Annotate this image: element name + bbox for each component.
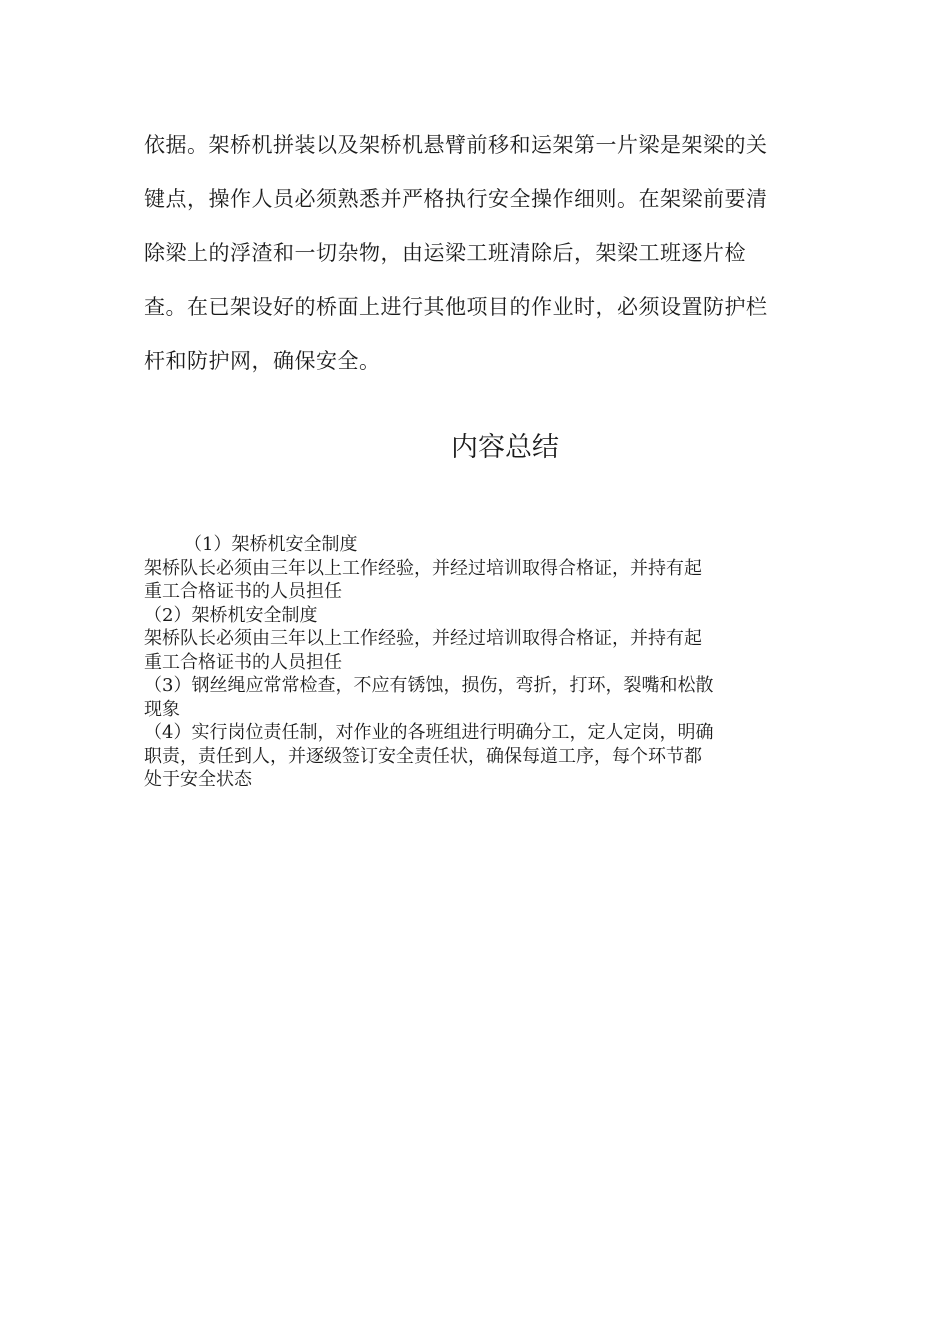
summary-list [144,533,814,792]
body-line: 键点，操作人员必须熟悉并严格执行安全操作细则。在架梁前要清 [144,187,768,211]
summary-line: 重工合格证书的人员担任 [144,581,342,602]
summary-line: 重工合格证书的人员担任 [144,651,342,673]
body-line: 依据。架桥机拼装以及架桥机悬臂前移和运架第一片梁是架梁的关 [144,133,768,157]
body-line: 除梁上的浮渣和一切杂物，由运梁工班清除后，架梁工班逐片检 [144,241,746,265]
summary-line: 架桥队长必须由三年以上工作经验，并经过培训取得合格证，并持有起 [144,628,702,649]
summary-title: 内容总结 [451,432,559,463]
body-paragraph [144,118,804,388]
summary-line: 现象 [144,698,180,720]
summary-item-heading: （4）实行岗位责任制，对作业的各班组进行明确分工，定人定岗，明确 [144,722,714,743]
summary-line: 职责，责任到人，并逐级签订安全责任状，确保每道工序，每个环节都 [144,745,702,767]
body-line: 杆和防护网，确保安全。 [144,349,381,373]
summary-line: 处于安全状态 [144,769,252,790]
summary-item-heading: （3）钢丝绳应常常检查，不应有锈蚀，损伤，弯折，打环，裂嘴和松散 [144,675,714,696]
summary-item-heading: （1）架桥机安全制度 [184,534,358,555]
body-line: 查。在已架设好的桥面上进行其他项目的作业时，必须设置防护栏 [144,295,768,319]
summary-line: 架桥队长必须由三年以上工作经验，并经过培训取得合格证，并持有起 [144,557,702,579]
summary-item-heading: （2）架桥机安全制度 [144,604,318,626]
